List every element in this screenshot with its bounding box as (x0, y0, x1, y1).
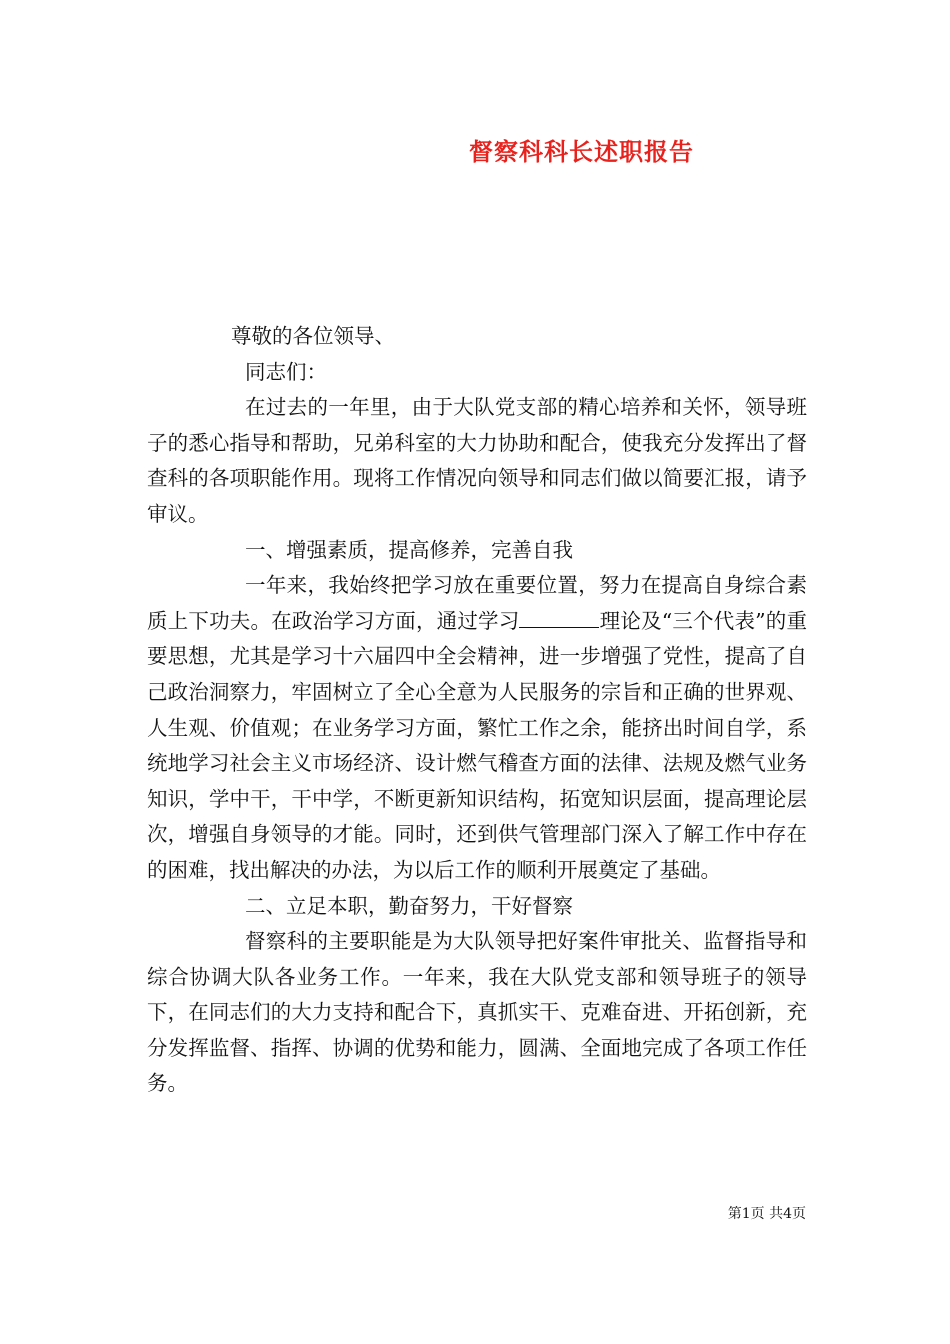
section-1-text-part-2: 理论及“三个代表”的重要思想，尤其是学习十六届四中全会精神，进一步增强了党性，提高了自己政治洞察力，牢固树立了全心全意为人民服务的宗旨和正确的世界观、人生观、价值观；在业务学习方面，繁忙工作之余，能挤出时间自学，系统地学习社会主义市场经济、设计燃气稽查方面的法律、法规及燃气业务知识，学中干，干中学，不断更新知识结构，拓宽知识层面，提高理论层次，增强自身领导的才能。同时，还到供气管理部门深入了解工作中存在的困难，找出解决的办法，为以后工作的顺利开展奠定了基础。 (147, 608, 807, 882)
salutation-line-2: 同志们： (245, 359, 327, 384)
section-2-paragraph: 督察科的主要职能是为大队领导把好案件审批关、监督指导和综合协调大队各业务工作。一年来，我在大队党支部和领导班子的领导下，在同志们的大力支持和配合下，真抓实干、克难奋进、开拓创新，充分发挥监督、指挥、协调的优势和能力，圆满、全面地完成了各项工作任务。 (147, 929, 807, 1096)
document-body (147, 319, 807, 1102)
intro-paragraph: 在过去的一年里，由于大队党支部的精心培养和关怀，领导班子的悉心指导和帮助，兄弟科室的大力协助和配合，使我充分发挥出了督查科的各项职能作用。现将工作情况向领导和同志们做以简要汇报，请予审议。 (147, 395, 807, 526)
footer-prefix: 第 (727, 1206, 742, 1222)
footer-total-pages: 4 (783, 1206, 792, 1222)
footer-middle: 页 共 (750, 1206, 784, 1222)
title-container (0, 132, 950, 172)
section-heading-1: 一、增强素质，提高修养，完善自我 (245, 537, 573, 562)
salutation-line-1: 尊敬的各位领导、 (231, 324, 395, 348)
document-title: 督察科科长述职报告 (469, 137, 694, 166)
fill-in-blank (519, 605, 599, 628)
footer-suffix: 页 (792, 1206, 806, 1222)
page-footer (0, 1203, 806, 1223)
footer-current-page: 1 (741, 1206, 751, 1222)
section-heading-2: 二、立足本职，勤奋努力，干好督察 (245, 893, 573, 918)
section-1-text-part-1: 一年来，我始终把学习放在重要位置，努力在提高自身综合素质上下功夫。在政治学习方面，通过学习 (147, 573, 807, 633)
section-1-paragraph (147, 568, 807, 888)
